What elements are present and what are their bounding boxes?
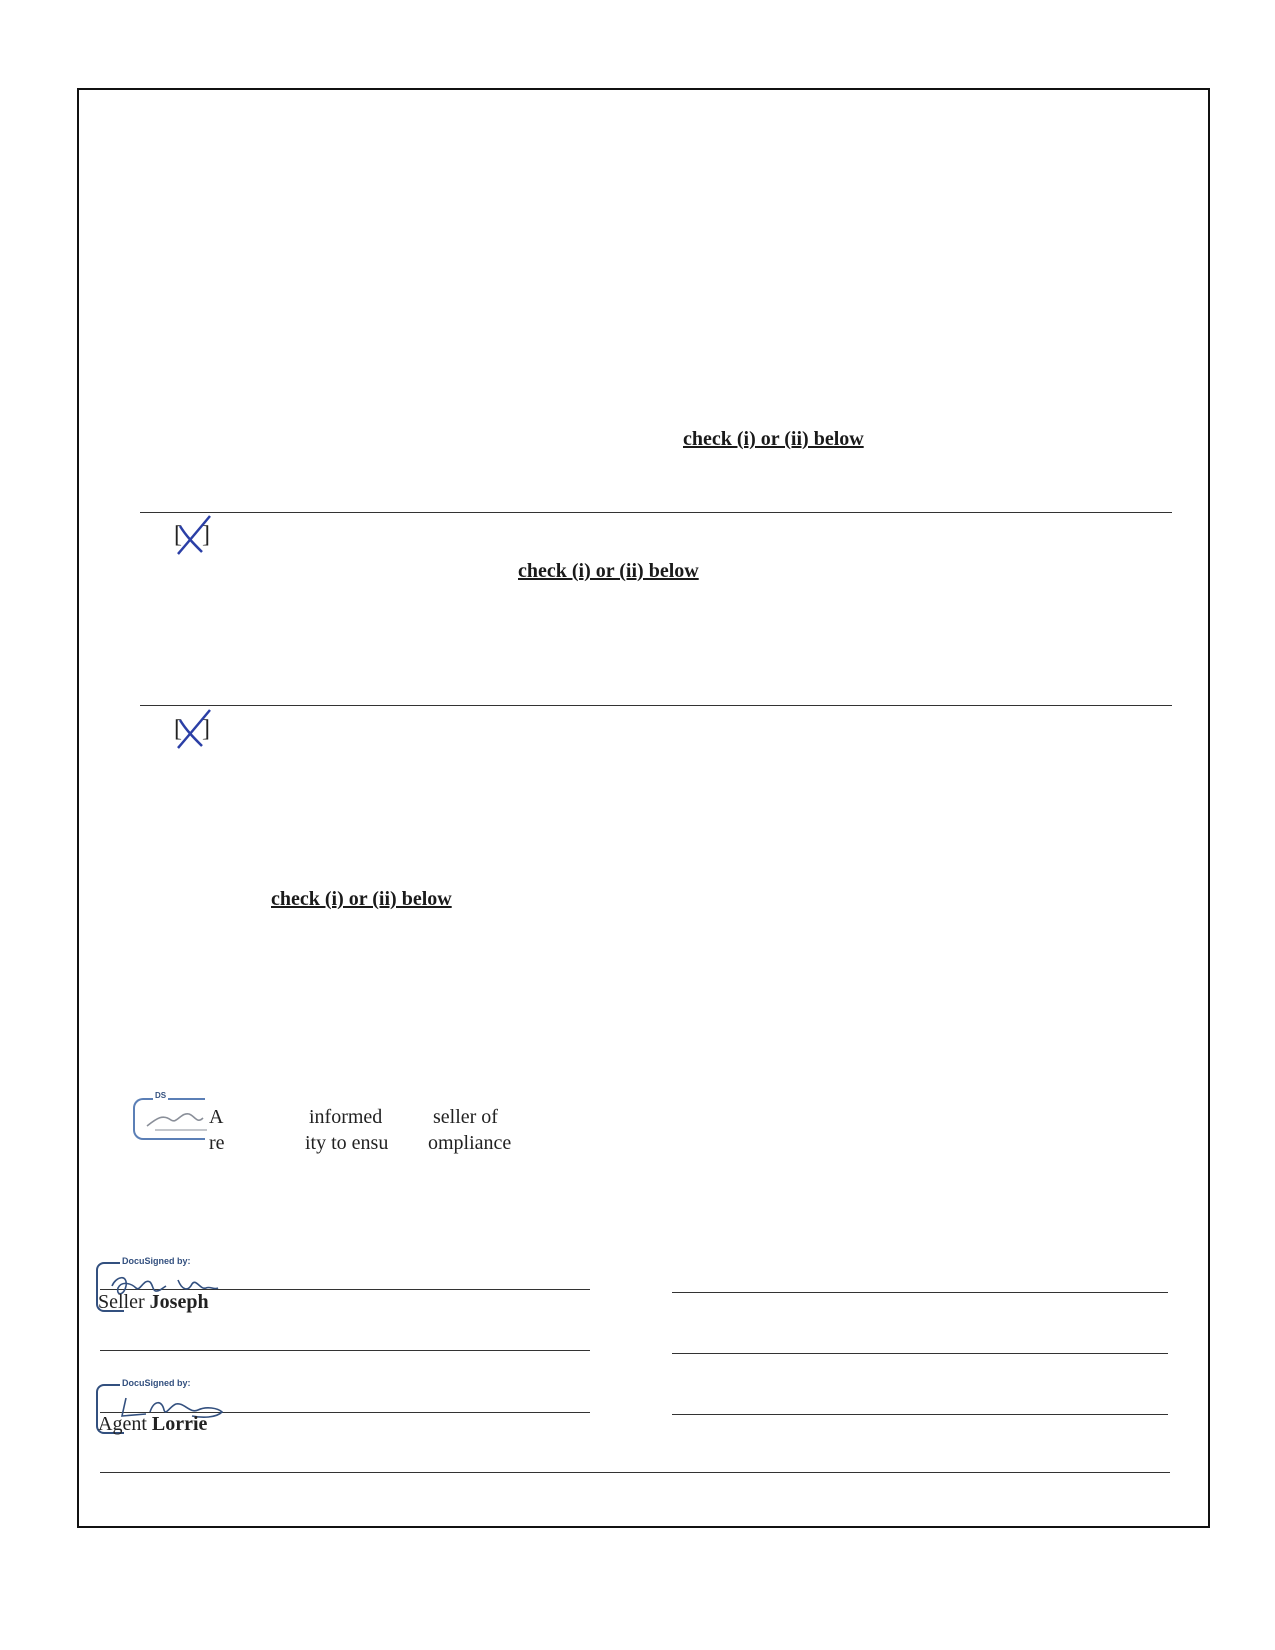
ack-fragment-2b: ity to ensu <box>305 1132 389 1154</box>
check-instruction-3: check (i) or (ii) below <box>271 888 452 910</box>
checkbox-bracket-left: [ <box>174 716 182 742</box>
seller-name-label <box>98 1291 209 1314</box>
seller-role: Seller <box>98 1291 145 1313</box>
x-mark-icon <box>172 706 220 754</box>
checkbox-2[interactable] <box>172 706 220 754</box>
ack-fragment-1c: seller of <box>433 1106 498 1128</box>
checkbox-bracket-left: [ <box>174 522 182 548</box>
ack-fragment-2c: ompliance <box>428 1132 512 1154</box>
agent2-signature-line <box>672 1414 1168 1415</box>
docusign-initials-tag: DS <box>155 1091 167 1100</box>
docusign-label: DocuSigned by: <box>122 1256 191 1266</box>
checkbox-bracket-right: ] <box>202 716 210 742</box>
ack-fragment-1a: A <box>209 1106 224 1128</box>
docusign-label: DocuSigned by: <box>122 1378 191 1388</box>
section-divider-1 <box>140 512 1172 513</box>
buyer2-signature-line <box>672 1353 1168 1354</box>
checkbox-1[interactable] <box>172 512 220 560</box>
ack-fragment-1b: informed <box>309 1106 383 1128</box>
section-divider-2 <box>140 705 1172 706</box>
buyer-signature-line <box>672 1292 1168 1293</box>
seller-name: Joseph <box>149 1291 209 1313</box>
initials-scribble <box>141 1100 211 1140</box>
agent-role: Agent <box>98 1413 147 1435</box>
initials-field[interactable] <box>133 1091 205 1140</box>
check-instruction-2: check (i) or (ii) below <box>518 560 699 582</box>
bottom-signature-line <box>100 1472 1170 1473</box>
agent-name: Lorrie <box>151 1413 208 1435</box>
ack-fragment-2a: re <box>209 1132 225 1154</box>
check-instruction-1: check (i) or (ii) below <box>683 428 864 450</box>
seller2-signature-line <box>100 1350 590 1351</box>
agent-name-label <box>98 1413 207 1436</box>
form-border <box>77 88 1210 1528</box>
checkbox-bracket-right: ] <box>202 522 210 548</box>
x-mark-icon <box>172 512 220 560</box>
